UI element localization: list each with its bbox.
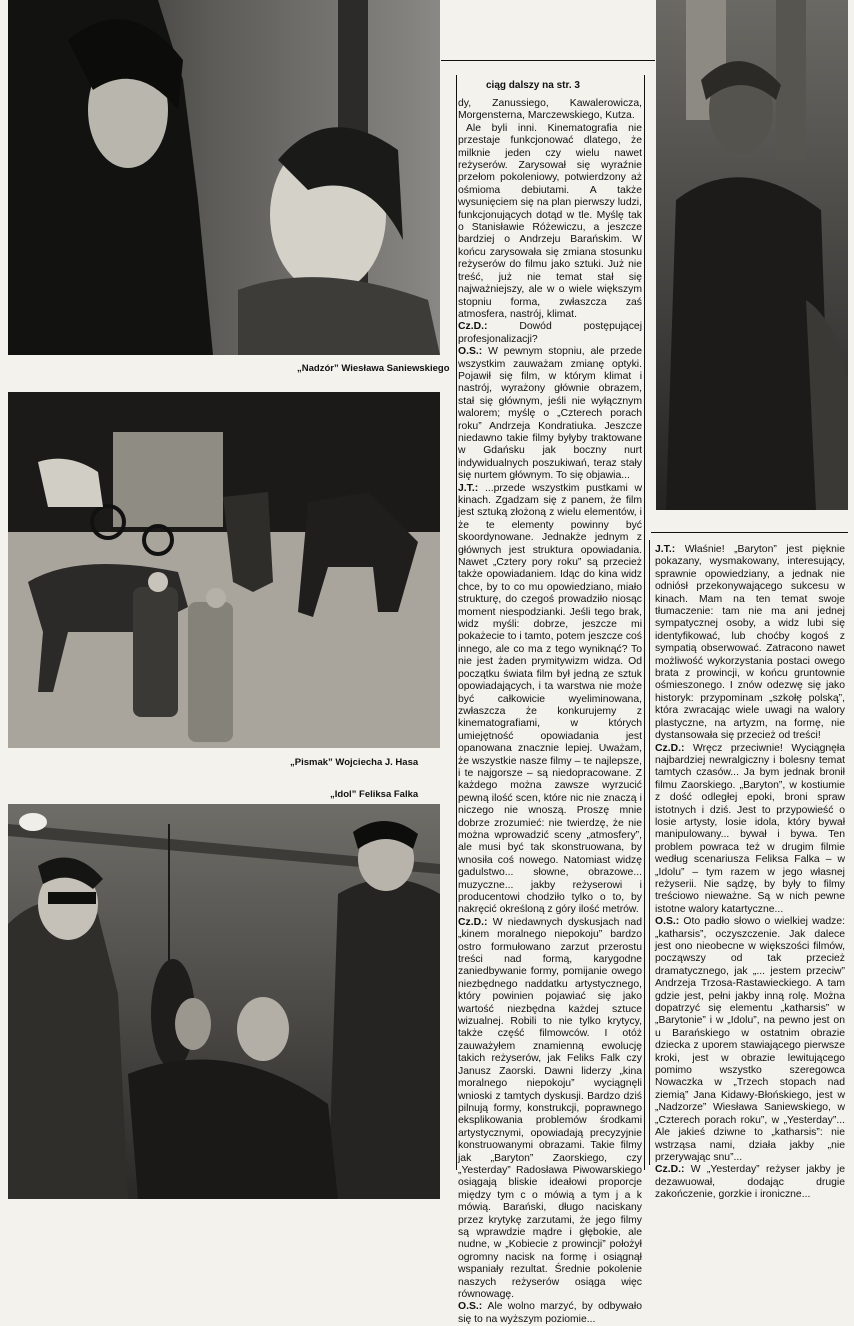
- photo-idol: [8, 804, 440, 1199]
- photo-right-top: [656, 0, 848, 510]
- paragraph: [655, 743, 845, 917]
- paragraph-text: Właśnie! „Baryton” jest pięknie pokazany, wysmakowany, interesujący, sprawnie opowiedziany, a jednak nie odniósł przekonywającego sukcesu w kinach. Mam na ten temat swoje tłumaczenie: tam nie ma ani jednej sympatycznej osoby, a widz lubi się identyfikować, lub choćby kogoś z sympatią obserwować. Zatracono nawet możliwość wykorzystania postaci owego brata z prowincji, w końcu gruntownie ośmieszonego. I znów odezwę się jako historyk: przypominam „szkołę polską”, która zwracając wiele uwagi na walory plastyczne, na artyzm, na formę, nie dystansowała się przecież od treści!: [655, 544, 845, 742]
- paragraph-text: W niedawnych dyskusjach nad „kinem moralnego niepokoju” bardzo ostro formułowano zarzut przerostu treści nad formą, karygodne zaniedbywanie formy, pomijanie owego niezbędnego naddatku artystycznego, który powinien pojawiać się jako wartość niezbędna każdej sztuce wizualnej. Robili to nie tylko krytycy, także część filmowców. I otóż zauważyłem znamienną ewolucję takich reżyserów, jak Feliks Falk czy Janusz Zaorski. Dawni liderzy „kina moralnego niepokoju” wyciągnęli wnioski z tamtych dyskusji. Bardzo dziś pilnują formy, konstrukcji, poprawnego eksplikowania problemów środkami artystycznymi, opowiadają precyzyjnie konstruowanymi obrazami. Takie filmy jak „Baryton” Zaorskiego, czy „Yesterday” Radosława Piwowarskiego osiągają bliskie ideałowi proporcje między tym c o mówią a tym j a k mówią. Barański, długo naciskany przez krytykę zarzutami, że jego filmy są wprawdzie mądre i głębokie, ale nudne, w „Kobiecie z prowincji” położył ogromny nacisk na formę i osiągnął wspaniały rezultat. Średnie pokolenie naszych reżyserów osiąga więc równowagę.: [458, 916, 642, 1300]
- paragraph-text: W „Yesterday” reżyser jakby je dezawuował, dodając drugie zakończenie, gorzkie i ironiczne...: [655, 1164, 846, 1201]
- paragraph: [458, 346, 642, 482]
- paragraph: [458, 917, 642, 1302]
- speaker-label: J.T.:: [458, 482, 485, 494]
- paragraph-text: dy, Zanussiego, Kawalerowicza, Morgensterna, Marczewskiego, Kutza.: [458, 98, 642, 122]
- article-column-middle: [458, 98, 642, 1325]
- caption-nadzor: „Nadzór” Wiesława Saniewskiego: [297, 363, 450, 374]
- paragraph-text: Wręcz przeciwnie! Wyciągnęła najbardziej newralgiczny i bolesny temat tamtych czasów... Ja bym jednak bronił filmu Zaorskiego. „Baryton”, w kostiumie z dość odległej epoki, broni spraw istotnych i dziś. Jest to przypowieść o losie artysty, losie idola, który bywał manipulowany... bywał i bywa. Ten problem powraca też w drugim filmie według scenariusza Feliksa Falka – w „Idolu” – tym razem w jego własnej reżyserii. Nie sądzę, by były to filmy treściowo nieważne. Są w nich pewne istotne walory katartyczne...: [655, 742, 845, 915]
- speaker-label: O.S.:: [458, 346, 489, 358]
- speaker-label: O.S.:: [458, 1301, 488, 1313]
- continuation-note: ciąg dalszy na str. 3: [486, 80, 580, 91]
- column-top-rule: [441, 60, 655, 61]
- paragraph: [458, 483, 642, 917]
- photo-pismak: [8, 392, 440, 748]
- paragraph: [655, 1164, 845, 1201]
- speaker-label: Cz.D.:: [458, 916, 493, 928]
- paragraph-text: Ale wolno marzyć, by odbywało się to na wyższym poziomie...: [458, 1301, 642, 1325]
- speaker-label: Cz.D.:: [655, 742, 694, 754]
- paragraph-text: ...przede wszystkim pustkami w kinach. Zgadzam się z panem, że film jest sztuką złożoną z wielu elementów, i że te elementy powinny być skoordynowane. Jednakże jednym z głównych jest struktura opowiadania. Nawet „Cztery pory roku” są przecież także opowiadaniem. Idąc do kina widz chce, by to co mu opowiedziano, miało strukturę, do czegoś prowadziło niosąc moment niespodzianki. Jeśli tego brak, widz myśli: dobrze, jeszcze mi pokażecie to i tamto, potem jeszcze coś innego, ale co ma z tego wyniknąć? To nie jest żaden prymitywizm widza. Od początku świata film był jedną ze sztuk opowiadających, i ta warstwa nie może być całkowicie wyeliminowana, zwłaszcza że konkurujemy z kinematografiami, w których umiejętność opowiadania jest opanowana znacznie lepiej. Uważam, że wszystkie nasze filmy – te najlepsze, i te najgorsze – są niedopracowane. Z każdego można zawsze wyrzucić pewną ilość scen, które nic nie znaczą i niczego nie wnoszą. Proszę mnie dobrze zrozumieć: nie twierdzę, że nie można wprowadzić sceny „atmosfery”, ale musi być tak skonstruowana, by wnosiła coś nowego. Natomiast widzę gadulstwo... słowne, obrazowe... muzyczne... jakby reżyserowi i producentowi chodziło tylko o to, by nakręcić określoną z góry ilość metrów.: [458, 482, 642, 916]
- right-column-top-rule: [651, 532, 848, 533]
- speaker-label: Cz.D.:: [458, 321, 520, 333]
- article-column-right: [655, 544, 846, 1201]
- column-left-rule: [456, 75, 457, 1170]
- speaker-label: J.T.:: [655, 544, 685, 555]
- column-right-rule: [644, 75, 645, 1170]
- paragraph: [458, 321, 642, 346]
- paragraph-text: Ale byli inni. Kinematografia nie przestaje funkcjonować dlatego, że milknie jeden czy wielu nawet reżyserów. Zarysował się wyraźnie przełom pokoleniowy, potwierdzony aż ośmioma debiutami. A także wysunięciem się na plan pierwszy ludzi, funkcjonujących dotąd w tle. Myślę tak o Stanisławie Różewiczu, a jeszcze bardziej o Andrzeju Barańskim. W końcu zarysowała się zmiana stosunku reżyserów do filmu jako sztuki. Już nie treść, już nie temat stał się najważniejszy, ale w o wiele większym stopniu forma, zwłaszcza zaś atmosfera, nastrój, klimat.: [458, 122, 642, 320]
- caption-idol: „Idol” Feliksa Falka: [330, 789, 419, 800]
- paragraph: [458, 98, 642, 123]
- caption-pismak: „Pismak” Wojciecha J. Hasa: [290, 757, 419, 768]
- paragraph: [655, 544, 845, 743]
- paragraph-text: Oto padło słowo o wielkiej wadze: „katharsis”, oczyszczenie. Jak dalece jest ono nieobecne w większości filmów, począwszy od tak przecież dramatycznego, jak „... jestem przeciw” Andrzeja Trzosa-Rastawieckiego. A tam gdzie jest, pełni jakby inną rolę. Można dopatrzyć się elementu „katharsis” w „Barytonie” i w „Idolu”, na pewno jest on u Barańskiego w ostatnim obrazie dziecka z uporem stawiającego pierwsze kroki, jest w obrazie lewitującego pomimo wszystko szeregowca Nowaczka w „Trzech stopach nad ziemią” Jana Kidawy-Błońskiego, jest w „Nadzorze” Wiesława Saniewskiego, w „Czterech porach roku”, w „Yesterday”... Ale jakieś dziwne to „katharsis”: nie wstrząsa nami, działa jakby „nie przerywając snu”...: [655, 916, 845, 1163]
- paragraph: [655, 916, 845, 1164]
- paragraph: [458, 1301, 642, 1326]
- photo-nadzor: [8, 0, 440, 355]
- paragraph-text: W pewnym stopniu, ale przede wszystkim zauważam zmianę optyki. Pojawił się film, w którym klimat i nastrój, wyrażony głównie obrazem, stał się głównym, jeśli nie wyłącznym walorem; myślę o „Czterech porach roku” Andrzeja Kondratiuka. Jeszcze niedawno takie filmy byłyby traktowane w Gdańsku jak boczny nurt indywidualnych poszukiwań, teraz stały się nurtem głównym. To się objawia...: [458, 346, 642, 482]
- right-column-left-rule: [649, 540, 650, 1165]
- paragraph-text: Dowód postępującej profesjonalizacji?: [458, 321, 642, 345]
- paragraph: [458, 123, 642, 322]
- speaker-label: O.S.:: [655, 916, 684, 928]
- speaker-label: Cz.D.:: [655, 1164, 691, 1176]
